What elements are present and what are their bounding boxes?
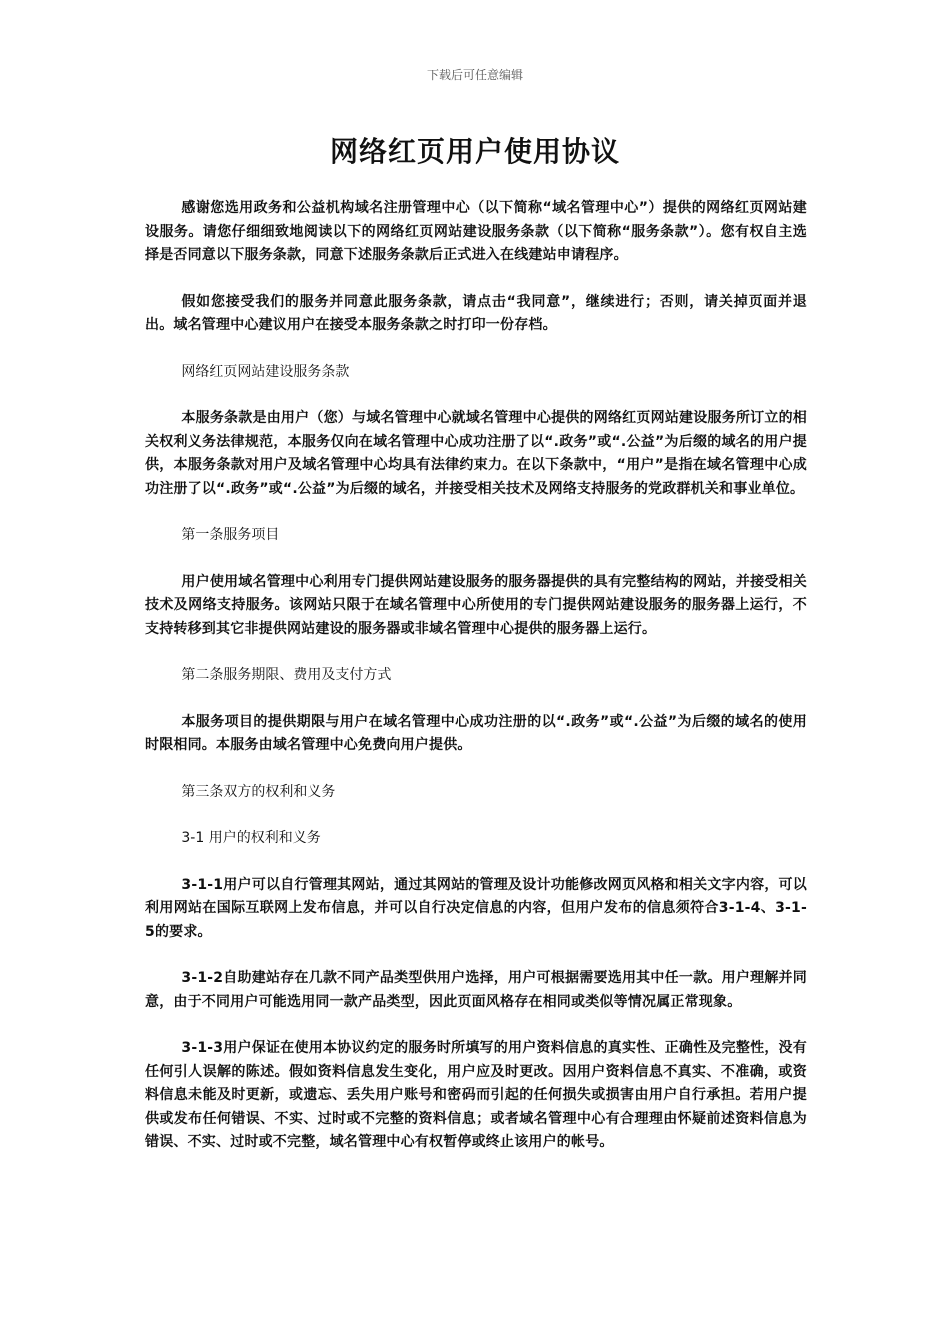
paragraph-article-2: 本服务项目的提供期限与用户在域名管理中心成功注册的以“.政务”或“.公益”为后缀的域名的使用时限相同。本服务由域名管理中心免费向用户提供。 — [145, 713, 807, 753]
paragraph-article-1: 用户使用域名管理中心利用专门提供网站建设服务的服务器提供的具有完整结构的网站，并接受相关技术及网络支持服务。该网站只限于在域名管理中心所使用的专门提供网站建设服务的服务器上运行，不支持转移到其它非提供网站建设的服务器或非域名管理中心提供的服务器上运行。 — [145, 573, 807, 637]
paragraph-consent: 假如您接受我们的服务并同意此服务条款，请点击“我同意”，继续进行；否则，请关掉页面并退出。域名管理中心建议用户在接受本服务条款之时打印一份存档。 — [145, 293, 807, 333]
paragraph-3-1-1: 3-1-1用户可以自行管理其网站，通过其网站的管理及设计功能修改网页风格和相关文字内容，可以利用网站在国际互联网上发布信息，并可以自行决定信息的内容，但用户发布的信息须符合3-1-4、3-1-5的要求。 — [145, 876, 807, 940]
section-heading-terms: 网络红页网站建设服务条款 — [181, 363, 350, 380]
section-heading-article-1: 第一条服务项目 — [181, 527, 280, 543]
document-body — [145, 197, 807, 1178]
section-heading-3-1: 3-1 用户的权利和义务 — [181, 830, 321, 846]
paragraph-3-1-2: 3-1-2自助建站存在几款不同产品类型供用户选择，用户可根据需要选用其中任一款。用户理解并同意，由于不同用户可能选用同一款产品类型，因此页面风格存在相同或类似等情况属正常现象。 — [145, 970, 807, 1010]
paragraph-definition: 本服务条款是由用户（您）与域名管理中心就域名管理中心提供的网络红页网站建设服务所订立的相关权利义务法律规范，本服务仅向在域名管理中心成功注册了以“.政务”或“.公益”为后缀的域名的用户提供，本服务条款对用户及域名管理中心均具有法律约束力。在以下条款中，“用户”是指在域名管理中心成功注册了以“.政务”或“.公益”为后缀的域名，并接受相关技术及网络支持服务的党政群机关和事业单位。 — [145, 410, 807, 497]
paragraph-intro: 感谢您选用政务和公益机构域名注册管理中心（以下简称“域名管理中心”）提供的网络红页网站建设服务。请您仔细细致地阅读以下的网络红页网站建设服务条款（以下简称“服务条款”）。您有权自主选择是否同意以下服务条款，同意下述服务条款后正式进入在线建站申请程序。 — [145, 200, 807, 263]
document-title: 网络红页用户使用协议 — [329, 135, 620, 168]
section-heading-article-2: 第二条服务期限、费用及支付方式 — [181, 667, 392, 683]
header-note: 下载后可任意编辑 — [426, 68, 523, 82]
paragraph-3-1-3: 3-1-3用户保证在使用本协议约定的服务时所填写的用户资料信息的真实性、正确性及完整性，没有任何引人误解的陈述。假如资料信息发生变化，用户应及时更改。因用户资料信息不真实、不准确，或资料信息未能及时更新，或遗忘、丢失用户账号和密码而引起的任何损失或损害由用户自行承担。若用户提供或发布任何错误、不实、过时或不完整的资料信息；或者域名管理中心有合理理由怀疑前述资料信息为错误、不实、过时或不完整，域名管理中心有权暂停或终止该用户的帐号。 — [145, 1040, 807, 1150]
section-heading-article-3: 第三条双方的权利和义务 — [181, 783, 336, 800]
